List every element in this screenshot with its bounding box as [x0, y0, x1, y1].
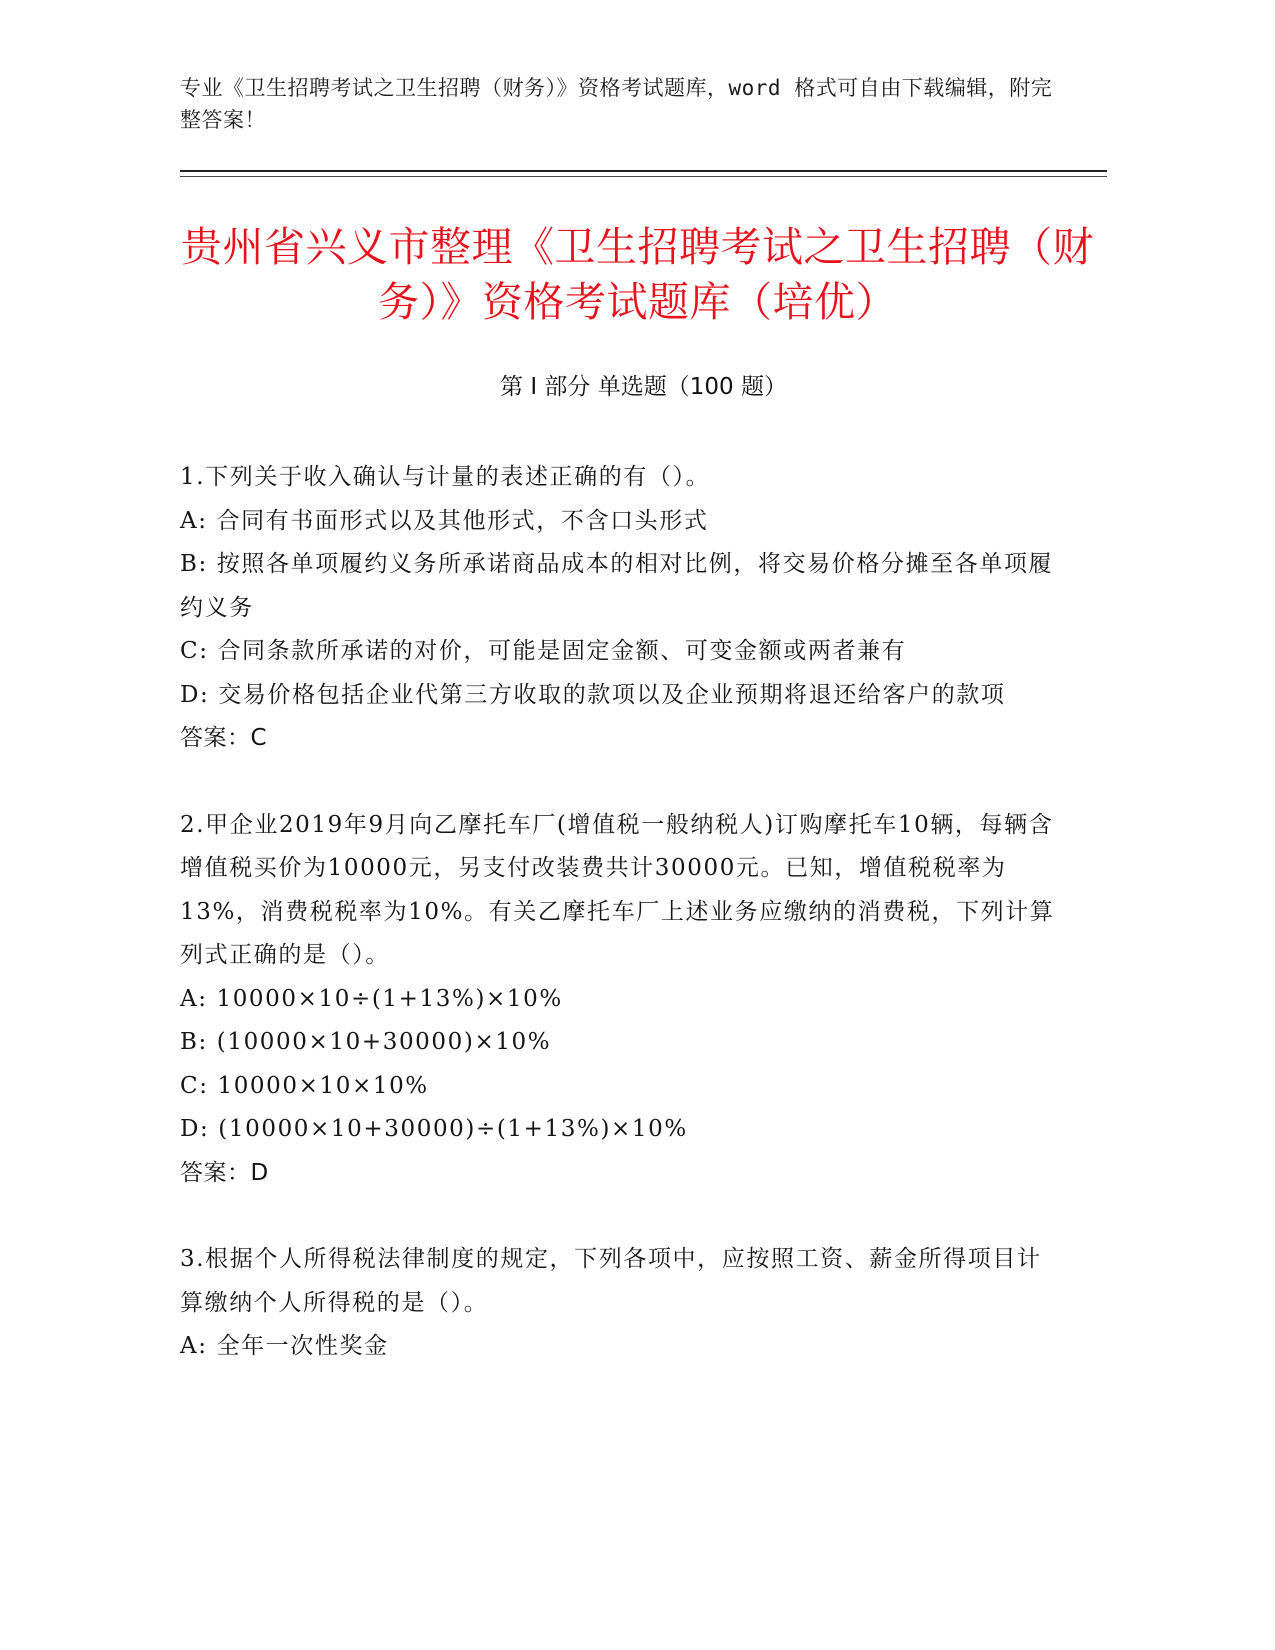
option-a: A: 全年一次性奖金 [180, 1333, 389, 1359]
answer-line: 答案：D [180, 1159, 269, 1186]
option-a: A: 合同有书面形式以及其他形式，不含口头形式 [180, 507, 709, 534]
header-rule-thin [180, 176, 1107, 177]
question-stem: 1.下列关于收入确认与计量的表述正确的有（）。 [180, 464, 711, 490]
option-d: D: 交易价格包括企业代第三方收取的款项以及企业预期将退还给客户的款项 [180, 681, 1006, 708]
header-rule-thick [180, 170, 1107, 172]
question-stem: 3.根据个人所得税法律制度的规定，下列各项中，应按照工资、薪金所得项目计算缴纳个人所得税的是（）。 [180, 1246, 1042, 1316]
answer-line: 答案：C [180, 725, 268, 751]
option-c: C: 合同条款所承诺的对价，可能是固定金额、可变金额或两者兼有 [180, 638, 907, 664]
option-a: A: 10000×10÷(1+13%)×10% [180, 985, 563, 1012]
section-heading: 第 I 部分 单选题（100 题） [500, 374, 787, 400]
question-2 [180, 804, 1060, 1196]
question-list [180, 456, 1060, 1412]
option-b: B: 按照各单项履约义务所承诺商品成本的相对比例，将交易价格分摊至各单项履约义务 [180, 551, 1054, 621]
question-stem: 2.甲企业2019年9月向乙摩托车厂(增值税一般纳税人)订购摩托车10辆，每辆含增值税买价为10000元，另支付改装费共计30000元。已知，增值税税率为13%，消费税税率为10%。有关乙摩托车厂上述业务应缴纳的消费税，下列计算列式正确的是（）。 [180, 811, 1055, 968]
option-c: C: 10000×10×10% [180, 1072, 429, 1099]
header-note: 专业《卫生招聘考试之卫生招聘（财务）》资格考试题库，word 格式可自由下载编辑，附完整答案！ [180, 76, 1053, 132]
option-d: D: (10000×10+30000)÷(1+13%)×10% [180, 1116, 688, 1142]
question-1 [180, 456, 1060, 761]
question-3 [180, 1238, 1060, 1369]
option-b: B: (10000×10+30000)×10% [180, 1029, 552, 1055]
document-title: 贵州省兴义市整理《卫生招聘考试之卫生招聘（财务）》资格考试题库（培优） [181, 223, 1094, 326]
